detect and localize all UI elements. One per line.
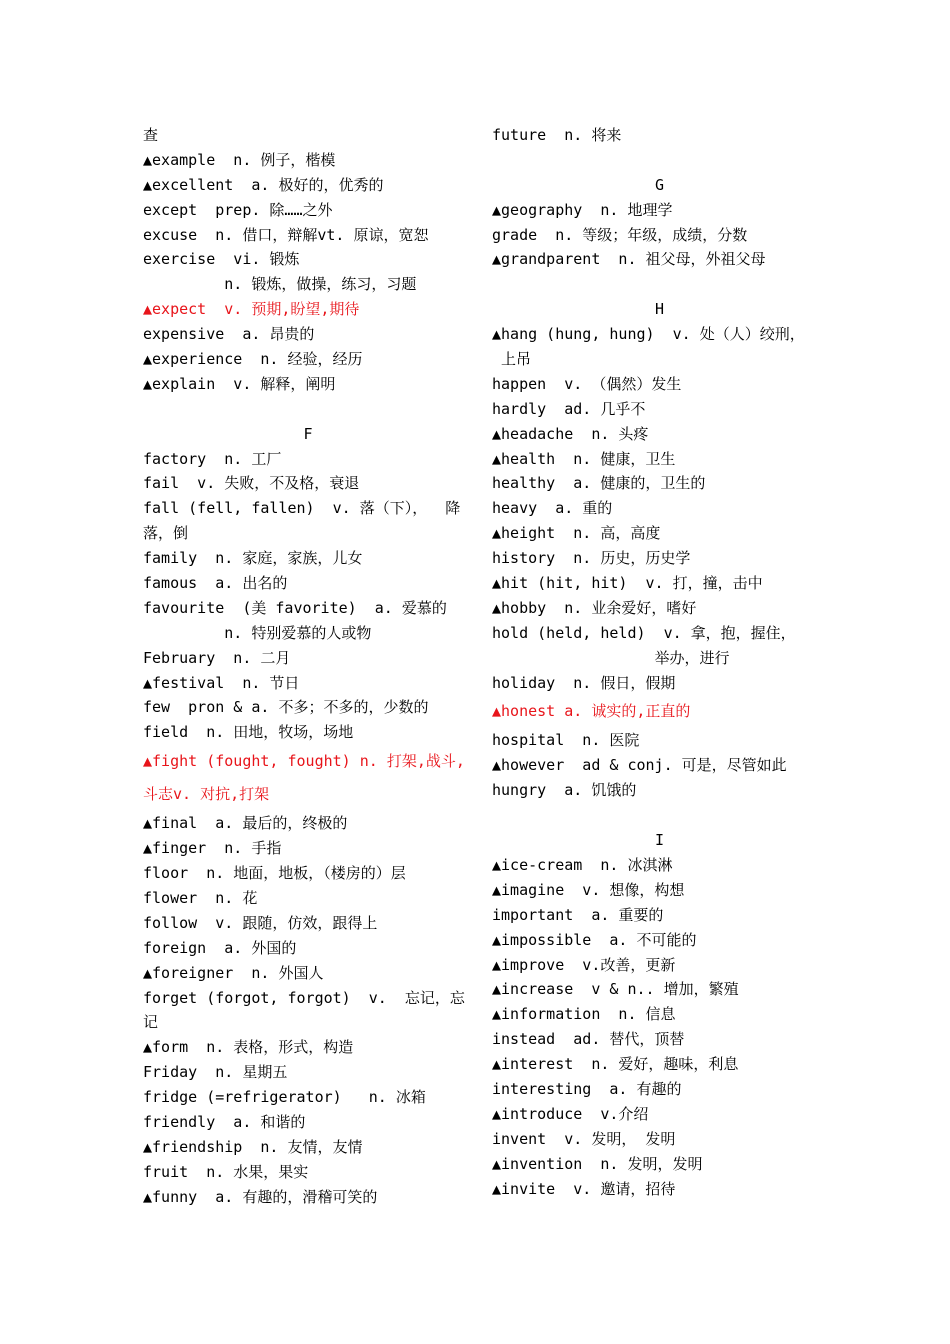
vocab-entry: ▲imagine v. 想像，构想 <box>492 880 685 899</box>
vocab-entry: ▲hit (hit, hit) v. 打，撞，击中 <box>492 574 763 593</box>
vocab-entry: fail v. 失败，不及格，衰退 <box>143 474 360 493</box>
vocab-entry: ▲finger n. 手指 <box>143 839 282 858</box>
vocab-entry: 落，倒 <box>143 524 189 543</box>
vocab-entry: holiday n. 假日，假期 <box>492 673 676 692</box>
blank-line <box>492 148 827 173</box>
vocab-entry: 上吊 <box>492 350 532 369</box>
section-letter-heading: G <box>654 175 665 194</box>
vocab-entry: hospital n. 医院 <box>492 731 640 750</box>
vocab-entry: Friday n. 星期五 <box>143 1063 288 1082</box>
vocab-entry: interesting a. 有趣的 <box>492 1079 682 1098</box>
vocab-entry: ▲interest n. 爱好，趣味，利息 <box>492 1055 739 1074</box>
vocab-entry: except prep. 除……之外 <box>143 200 333 219</box>
vocab-entry: follow v. 跟随，仿效，跟得上 <box>143 913 378 932</box>
vocab-entry: ▲height n. 高，高度 <box>492 524 661 543</box>
vocab-entry: family n. 家庭，家族，儿女 <box>143 549 363 568</box>
vocab-entry: excuse n. 借口，辩解vt. 原谅，宽恕 <box>143 225 429 244</box>
vocab-entry: ▲introduce v.介绍 <box>492 1104 649 1123</box>
vocab-entry: floor n. 地面，地板，（楼房的）层 <box>143 864 406 883</box>
vocab-entry: ▲friendship n. 友情，友情 <box>143 1137 363 1156</box>
vocab-entry: 举办，进行 <box>492 648 730 667</box>
vocab-entry: n. 锻炼，做操，练习，习题 <box>143 275 417 294</box>
vocab-entry: exercise vi. 锻炼 <box>143 250 300 269</box>
vocab-entry: hardly ad. 几乎不 <box>492 399 646 418</box>
vocab-entry: grade n. 等级；年级，成绩，分数 <box>492 225 748 244</box>
vocab-entry: ▲fight (fought, fought) n. 打架,战斗, <box>143 752 465 771</box>
section-letter-heading: F <box>303 424 313 443</box>
vocab-entry: foreign a. 外国的 <box>143 938 297 957</box>
vocab-entry: 斗志v. 对抗,打架 <box>143 785 270 804</box>
vocab-entry: ▲example n. 例子，楷模 <box>143 150 336 169</box>
vocab-entry: hold (held, held) v. 拿，抱，握住， <box>492 623 796 642</box>
section-letter-heading: I <box>654 831 665 850</box>
vocab-entry: ▲final a. 最后的，终极的 <box>143 814 348 833</box>
vocab-entry: ▲invite v. 邀请，招待 <box>492 1179 676 1198</box>
vocab-entry: ▲festival n. 节日 <box>143 673 300 692</box>
vocab-entry: forget (forgot, forgot) v. 忘记，忘 <box>143 988 465 1007</box>
vocab-entry: fruit n. 水果，果实 <box>143 1162 309 1181</box>
vocab-entry: fall (fell, fallen) v. 落（下）， 降 <box>143 499 461 518</box>
vocab-entry: n. 特别爱慕的人或物 <box>143 623 372 642</box>
vocab-entry: fridge (=refrigerator) n. 冰箱 <box>143 1088 426 1107</box>
vocab-entry: history n. 历史，历史学 <box>492 549 691 568</box>
vocab-entry: ▲impossible a. 不可能的 <box>492 930 697 949</box>
right-column <box>492 123 827 1201</box>
vocab-entry: ▲funny a. 有趣的，滑稽可笑的 <box>143 1187 378 1206</box>
vocab-entry: happen v. （偶然）发生 <box>492 374 682 393</box>
vocab-entry: invent v. 发明， 发明 <box>492 1129 676 1148</box>
vocab-entry: heavy a. 重的 <box>492 499 613 518</box>
vocab-entry: ▲headache n. 头疼 <box>492 424 649 443</box>
vocab-entry: ▲invention n. 发明，发明 <box>492 1154 703 1173</box>
vocab-entry: factory n. 工厂 <box>143 449 282 468</box>
section-letter-heading: H <box>654 300 665 319</box>
vocab-entry: famous a. 出名的 <box>143 574 288 593</box>
left-column <box>143 123 473 1210</box>
vocab-entry: ▲ice-cream n. 冰淇淋 <box>492 855 673 874</box>
vocab-entry: ▲health n. 健康，卫生 <box>492 449 676 468</box>
vocab-entry: future n. 将来 <box>492 126 622 144</box>
vocab-entry: ▲however ad & conj. 可是，尽管如此 <box>492 756 787 775</box>
vocab-entry: few pron & a. 不多；不多的，少数的 <box>143 698 429 717</box>
vocab-entry: expensive a. 昂贵的 <box>143 325 315 344</box>
vocab-entry: ▲foreigner n. 外国人 <box>143 963 324 982</box>
vocab-entry: ▲explain v. 解释，阐明 <box>143 374 336 393</box>
vocab-entry: February n. 二月 <box>143 648 291 667</box>
vocab-entry: ▲hobby n. 业余爱好，嗜好 <box>492 598 697 617</box>
vocab-entry: flower n. 花 <box>143 888 258 907</box>
vocab-entry: ▲form n. 表格，形式，构造 <box>143 1038 354 1057</box>
blank-line <box>492 803 827 828</box>
vocab-entry: healthy a. 健康的，卫生的 <box>492 474 706 493</box>
vocab-entry: ▲expect v. 预期,盼望,期待 <box>143 300 360 319</box>
vocab-entry: ▲improve v.改善，更新 <box>492 955 676 974</box>
vocab-entry: hungry a. 饥饿的 <box>492 781 637 800</box>
vocab-entry: ▲increase v & n.. 增加，繁殖 <box>492 980 739 999</box>
vocab-entry: 记 <box>143 1013 159 1032</box>
vocab-entry: 查 <box>143 126 159 144</box>
vocab-entry: ▲honest a. 诚实的,正直的 <box>492 702 691 721</box>
vocab-entry: ▲geography n. 地理学 <box>492 200 673 219</box>
blank-line <box>492 272 827 297</box>
blank-line <box>143 397 473 422</box>
vocab-entry: friendly a. 和谐的 <box>143 1112 306 1131</box>
vocab-entry: favourite (美 favorite) a. 爱慕的 <box>143 598 447 617</box>
vocab-entry: instead ad. 替代，顶替 <box>492 1030 685 1049</box>
vocab-entry: important a. 重要的 <box>492 905 664 924</box>
vocab-entry: field n. 田地，牧场，场地 <box>143 723 354 742</box>
vocab-entry: ▲grandparent n. 祖父母，外祖父母 <box>492 250 766 269</box>
vocab-entry: ▲information n. 信息 <box>492 1005 676 1024</box>
vocab-entry: ▲excellent a. 极好的，优秀的 <box>143 175 384 194</box>
vocab-entry: ▲hang (hung, hung) v. 处（人）绞刑， <box>492 325 805 344</box>
vocab-entry: ▲experience n. 经验，经历 <box>143 350 363 369</box>
